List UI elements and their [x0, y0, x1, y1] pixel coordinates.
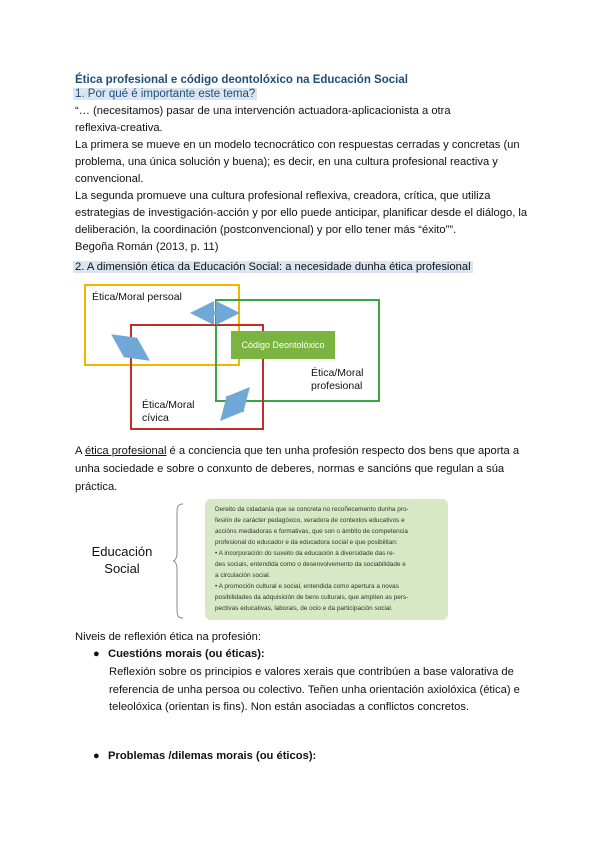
section-2-heading: 2. A dimensión ética da Educación Social: a necesidade dunha ética profesional: [75, 261, 471, 273]
citation: Begoña Román (2013, p. 11): [75, 241, 219, 253]
civic-ethics-label-1: Ética/Moral: [142, 399, 195, 411]
personal-ethics-label: Ética/Moral persoal: [92, 291, 182, 303]
double-arrow-icon: [228, 396, 242, 412]
definition-line-1: A ética profesional é a conciencia que ten unha profesión respecto dos bens que aporta a: [75, 445, 520, 457]
level-1-line: teleolóxica (orientan is fins). Non están asociadas a conflictos concretos.: [109, 701, 470, 713]
intro-line: deliberación, la coordinación (postconvencional) y por ello tener más “éxito””.: [75, 224, 457, 236]
intro-line: problema, una única solución y buena); es decir, en una cultura profesional reactiva y: [75, 156, 498, 168]
document-title: Ética profesional e código deontolóxico na Educación Social: [75, 74, 408, 86]
section-1-heading: 1. Por qué é importante este tema?: [75, 88, 256, 100]
levels-intro: Niveis de reflexión ética na profesión:: [75, 631, 261, 643]
definition-line-2: unha sociedade e sobre o conxunto de deberes, normas e sancións que regulan a súa: [75, 463, 505, 475]
intro-line: estrategias de investigación-acción y por ello puede anticipar, planificar desde el diálogo, la: [75, 207, 528, 219]
intro-line: reflexiva-creativa.: [75, 122, 163, 134]
definition-line-3: práctica.: [75, 481, 118, 493]
ethics-term: ética profesional: [84, 445, 167, 457]
level-1-line: Reflexión sobre os principios e valores xerais que contribúen a base valorativa de: [109, 666, 514, 678]
professional-ethics-label-2: profesional: [311, 380, 363, 392]
code-deontological-box: Código Deontolóxico: [231, 331, 335, 359]
education-definition-panel: Dereito da cidadanía que se concreta no recoñecemento dunha pro- fesión de carácter pedagóxico, xeradora de contextos educativos e accións mediadoras e formativas, que son o ámbito de competencia profesional do educador e da educadora social e que posibilitan: • A incorporación do suxeito da educación á diversidade das re- des sociais, entendida como o desenvolvemento da sociabilidade e a circulación social. • A promoción cultural e social, entendida como apertura a novas posibilidades da adquisición de bens culturais, que amplíen as pers- pectivas educativas, laborais, de ocio e da participación social.: [205, 499, 448, 620]
intro-line: La segunda promueve una cultura profesional reflexiva, creadora, crítica, que utiliza: [75, 190, 491, 202]
double-arrow-icon: [121, 341, 140, 354]
level-1-title: Cuestións morais (ou éticas):: [108, 648, 265, 660]
education-social-label: Educación Social: [91, 544, 153, 576]
bullet-icon: ●: [93, 750, 100, 762]
level-2-title: Problemas /dilemas morais (ou éticos):: [108, 750, 317, 762]
brace-icon: [172, 503, 184, 619]
bullet-icon: ●: [93, 648, 100, 660]
level-1-line: referencia de unha persoa ou colectivo. Teñen unha orientación axiolóxica (ética) e: [109, 684, 520, 696]
intro-line: “… (necesitamos) pasar de una intervención actuadora-aplicacionista a otra: [75, 105, 451, 117]
intro-line: convencional.: [75, 173, 144, 185]
civic-ethics-label-2: cívica: [142, 412, 169, 424]
professional-ethics-label-1: Ética/Moral: [311, 367, 364, 379]
intro-line: La primera se mueve en un modelo tecnocrático con respuestas cerradas y concretas (un: [75, 139, 520, 151]
